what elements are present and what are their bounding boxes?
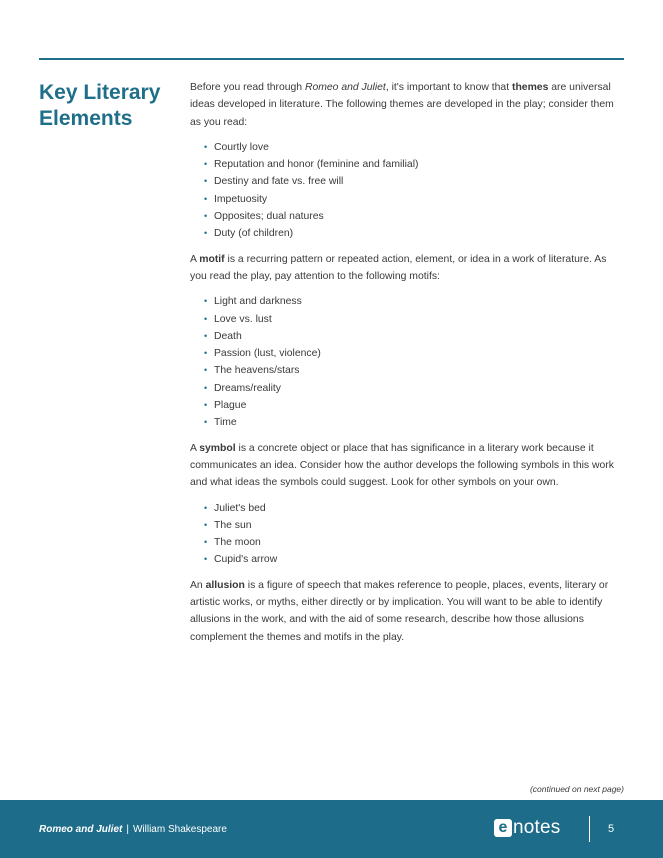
continued-note: (continued on next page) xyxy=(529,784,624,794)
list-item: • Death xyxy=(204,328,626,345)
term-allusion: allusion xyxy=(205,579,245,591)
list-item: • Time xyxy=(204,414,626,431)
play-title: Romeo and Juliet xyxy=(304,82,386,93)
term-themes: themes xyxy=(511,82,549,93)
list-item: • Opposites; dual natures xyxy=(204,208,626,225)
list-item: • Courtly love xyxy=(204,139,626,156)
list-item: • Cupid's arrow xyxy=(204,551,626,568)
footer-book-title: Romeo and Juliet xyxy=(39,824,123,835)
themes-list xyxy=(190,139,626,243)
allusion-paragraph: An allusion is a figure of speech that makes reference to people, places, events, literary or artistic works, or myths, either directly or by implication. You will want to be able to identify allusions in the work, and with the aid of some research, describe how those allusions complement the themes and motifs in the play. xyxy=(190,579,609,643)
section-heading: Key Literary Elements xyxy=(39,81,161,130)
main-content xyxy=(190,79,626,654)
page-footer xyxy=(0,800,663,858)
footer-separator: | xyxy=(126,824,129,835)
list-item: • Dreams/reality xyxy=(204,380,626,397)
symbols-list xyxy=(190,500,626,569)
symbol-intro: A symbol is a concrete object or place that has significance in a literary work because it communicates an idea. Consider how the author develops the following symbols in this work and what ideas the symbols could suggest. Look for other symbols on your own. xyxy=(190,442,614,489)
top-rule xyxy=(39,58,624,60)
footer-divider xyxy=(589,816,590,842)
list-item: • Plague xyxy=(204,397,626,414)
list-item: • Passion (lust, violence) xyxy=(204,345,626,362)
term-motif: motif xyxy=(199,253,225,265)
logo-text: notes xyxy=(513,817,561,838)
list-item: • Love vs. lust xyxy=(204,311,626,328)
list-item: • The heavens/stars xyxy=(204,362,626,379)
list-item: • Juliet's bed xyxy=(204,500,626,517)
term-symbol: symbol xyxy=(199,442,236,454)
list-item: • Duty (of children) xyxy=(204,225,626,242)
list-item: • Impetuosity xyxy=(204,191,626,208)
list-item: • The sun xyxy=(204,517,626,534)
list-item: • The moon xyxy=(204,534,626,551)
themes-intro: Before you read through Romeo and Juliet, it's important to know that themes are universal ideas developed in literature. The following themes are developed in the play; consider them as you read: xyxy=(190,82,614,128)
footer-author: William Shakespeare xyxy=(132,824,227,835)
footer-title xyxy=(39,824,227,835)
list-item: • Reputation and honor (feminine and familial) xyxy=(204,156,626,173)
motif-intro: A motif is a recurring pattern or repeated action, element, or idea in a work of literature. As you read the play, pay attention to the following motifs: xyxy=(190,253,607,282)
motifs-list xyxy=(190,293,626,431)
list-item: • Light and darkness xyxy=(204,293,626,310)
page-number: 5 xyxy=(608,823,615,835)
enotes-logo xyxy=(494,817,560,839)
logo-e-icon: e xyxy=(494,819,512,837)
list-item: • Destiny and fate vs. free will xyxy=(204,173,626,190)
